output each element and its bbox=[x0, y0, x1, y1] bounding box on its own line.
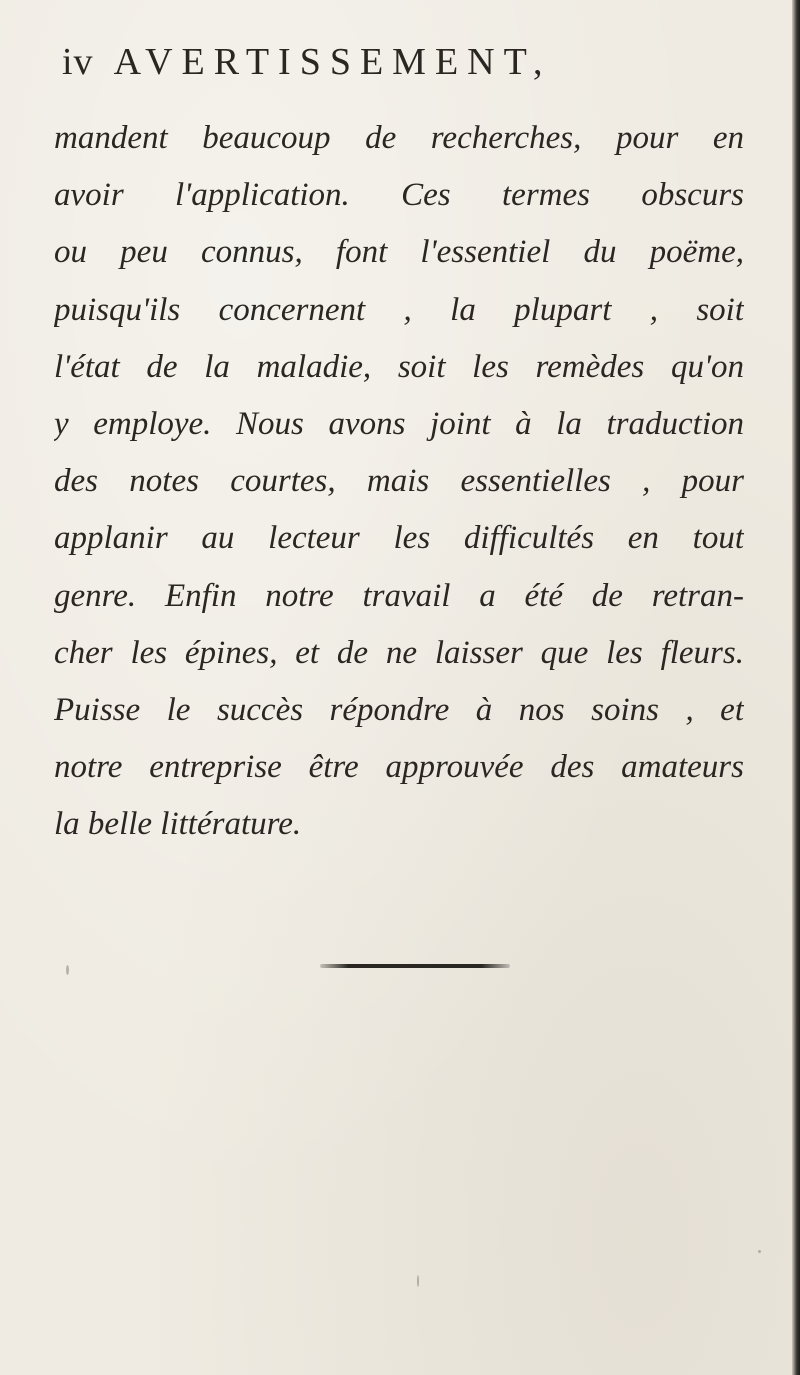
text-line: avoir l'application. Ces termes obscurs bbox=[54, 177, 744, 214]
text-line: cher les épines, et de ne laisser que les fleurs. bbox=[54, 634, 744, 671]
page-header bbox=[62, 40, 702, 100]
paper-speck bbox=[417, 1275, 419, 1287]
text-line: mandent beaucoup de recherches, pour en bbox=[54, 120, 744, 156]
text-line-last: la belle littérature. bbox=[54, 806, 302, 843]
text-line: notre entreprise être approuvée des amateurs bbox=[54, 749, 744, 786]
text-line: Puisse le succès répondre à nos soins , et bbox=[54, 691, 744, 728]
paper-speck bbox=[758, 1250, 761, 1253]
text-line: y employe. Nous avons joint à la traduction bbox=[54, 405, 744, 442]
running-title: AVERTISSEMENT, bbox=[113, 41, 552, 83]
text-line: applanir au lecteur les difficultés en tout bbox=[54, 520, 744, 557]
paper-speck bbox=[66, 965, 69, 975]
page-edge-shadow bbox=[792, 0, 800, 1375]
text-line: l'état de la maladie, soit les remèdes qu'on bbox=[54, 348, 744, 385]
text-line: puisqu'ils concernent , la plupart , soit bbox=[54, 291, 744, 328]
body-text bbox=[54, 110, 744, 853]
ornamental-rule bbox=[320, 964, 510, 968]
text-line: ou peu connus, font l'essentiel du poëme, bbox=[54, 234, 744, 271]
text-line: des notes courtes, mais essentielles , pour bbox=[54, 463, 744, 500]
text-line: genre. Enfin notre travail a été de retran- bbox=[54, 577, 744, 614]
page-number: iv bbox=[62, 41, 94, 83]
